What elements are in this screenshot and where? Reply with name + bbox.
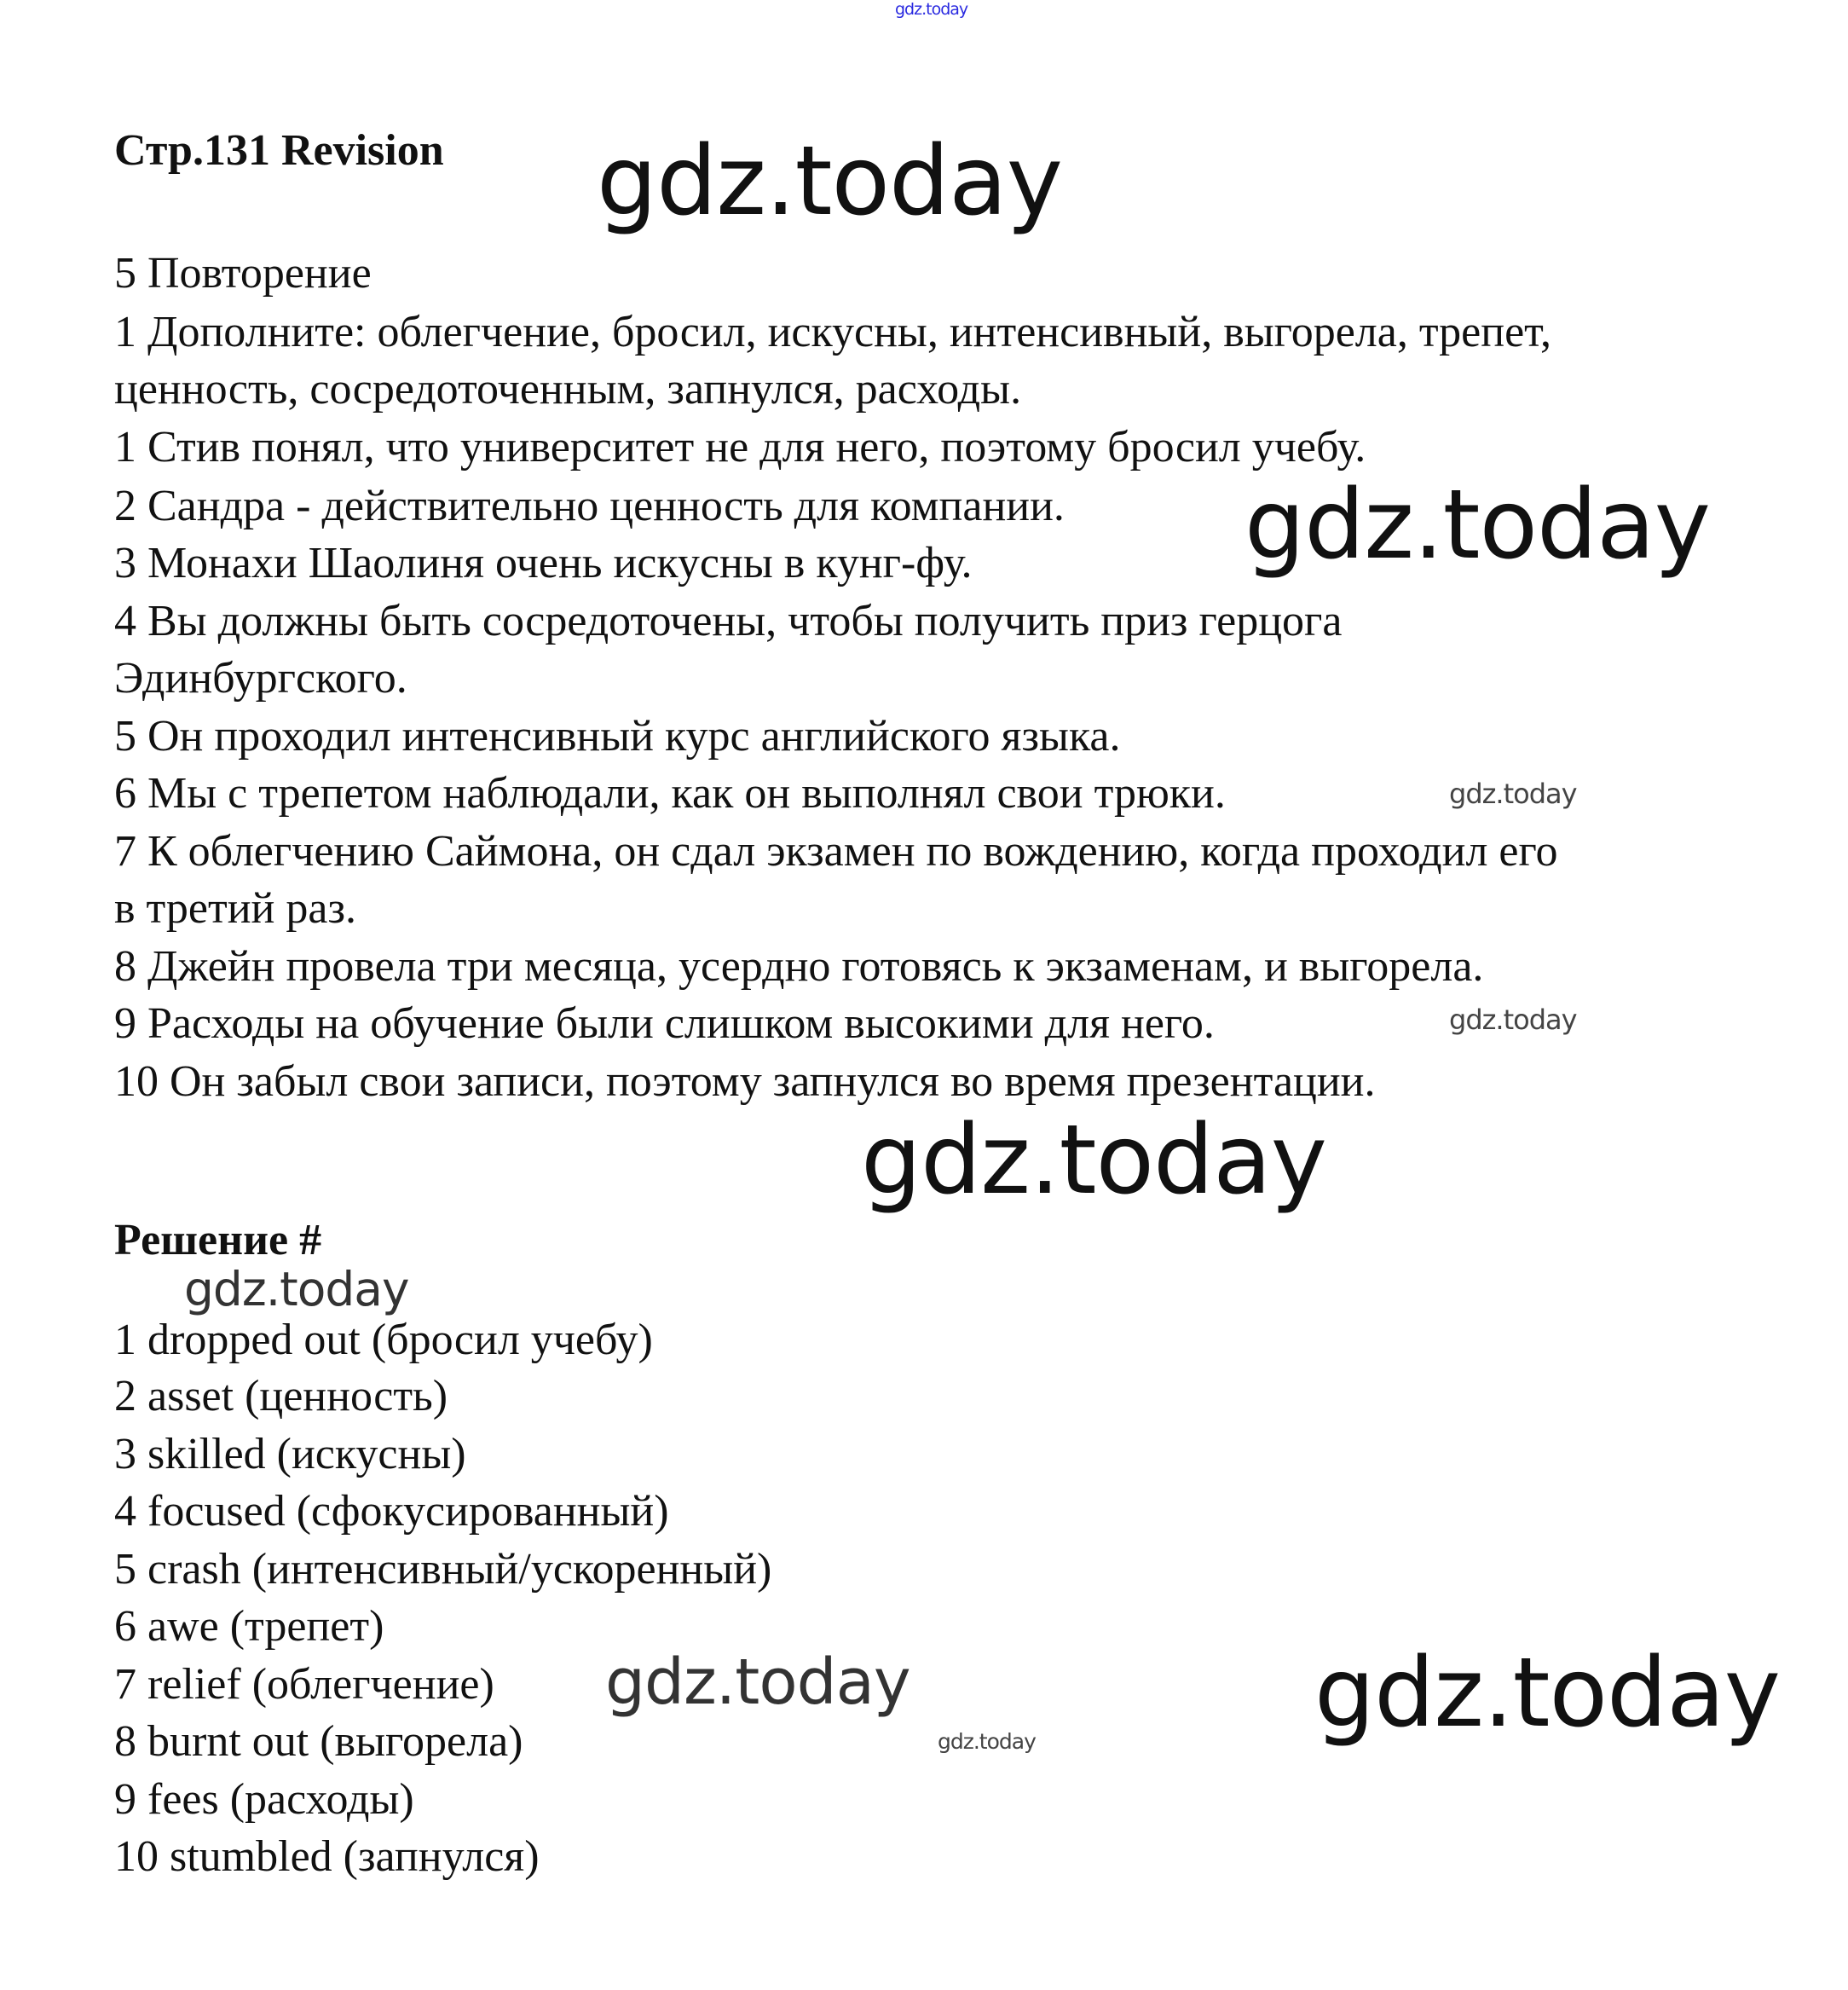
sentence-line: 7 К облегчению Саймона, он сдал экзамен по вождению, когда проходил его	[114, 827, 1558, 876]
watermark: gdz.today	[1449, 1004, 1577, 1036]
watermark: gdz.today	[1314, 1638, 1781, 1749]
sentence-line: 2 Сандра - действительно ценность для компании.	[114, 482, 1065, 530]
sentence-line: 4 Вы должны быть сосредоточены, чтобы получить приз герцога	[114, 597, 1343, 645]
answer-line: 10 stumbled (запнулся)	[114, 1832, 540, 1881]
watermark: gdz.today	[938, 1729, 1036, 1754]
sentence-line: 6 Мы с трепетом наблюдали, как он выполнял свои трюки.	[114, 769, 1226, 818]
watermark: gdz.today	[861, 1105, 1327, 1216]
task-line: ценность, сосредоточенным, запнулся, расходы.	[114, 365, 1022, 414]
answer-line: 3 skilled (искусны)	[114, 1430, 466, 1478]
answer-line: 2 asset (ценность)	[114, 1372, 448, 1420]
answer-line: 6 awe (трепет)	[114, 1602, 384, 1651]
section-heading: 5 Повторение	[114, 249, 372, 298]
answer-line: 7 relief (облегчение)	[114, 1660, 494, 1709]
answer-line: 4 focused (сфокусированный)	[114, 1487, 669, 1536]
answer-line: 8 burnt out (выгорела)	[114, 1717, 523, 1766]
answer-line: 1 dropped out (бросил учебу)	[114, 1316, 653, 1364]
watermark: gdz.today	[605, 1646, 910, 1719]
sentence-line: 9 Расходы на обучение были слишком высокими для него.	[114, 999, 1215, 1048]
sentence-line: 8 Джейн провела три месяца, усердно готовясь к экзаменам, и выгорела.	[114, 942, 1484, 991]
watermark: gdz.today	[184, 1262, 409, 1316]
page-title: Стр.131 Revision	[114, 126, 444, 175]
sentence-line: 3 Монахи Шаолиня очень искусны в кунг-фу.	[114, 539, 973, 587]
sentence-line: 10 Он забыл свои записи, поэтому запнулся во время презентации.	[114, 1057, 1376, 1106]
sentence-line: Эдинбургского.	[114, 654, 407, 703]
task-line: 1 Дополните: облегчение, бросил, искусны, интенсивный, выгорела, трепет,	[114, 308, 1551, 356]
answer-line: 9 fees (расходы)	[114, 1775, 414, 1824]
watermark: gdz.today	[1449, 778, 1577, 810]
watermark: gdz.today	[597, 126, 1063, 237]
watermark: gdz.today	[1245, 470, 1711, 581]
sentence-line: 1 Стив понял, что университет не для него, поэтому бросил учебу.	[114, 423, 1366, 471]
solution-heading: Решение #	[114, 1216, 322, 1264]
top-link[interactable]: gdz.today	[895, 0, 968, 19]
sentence-line: 5 Он проходил интенсивный курс английского языка.	[114, 712, 1121, 761]
sentence-line: в третий раз.	[114, 884, 356, 933]
answer-line: 5 crash (интенсивный/ускоренный)	[114, 1545, 772, 1594]
